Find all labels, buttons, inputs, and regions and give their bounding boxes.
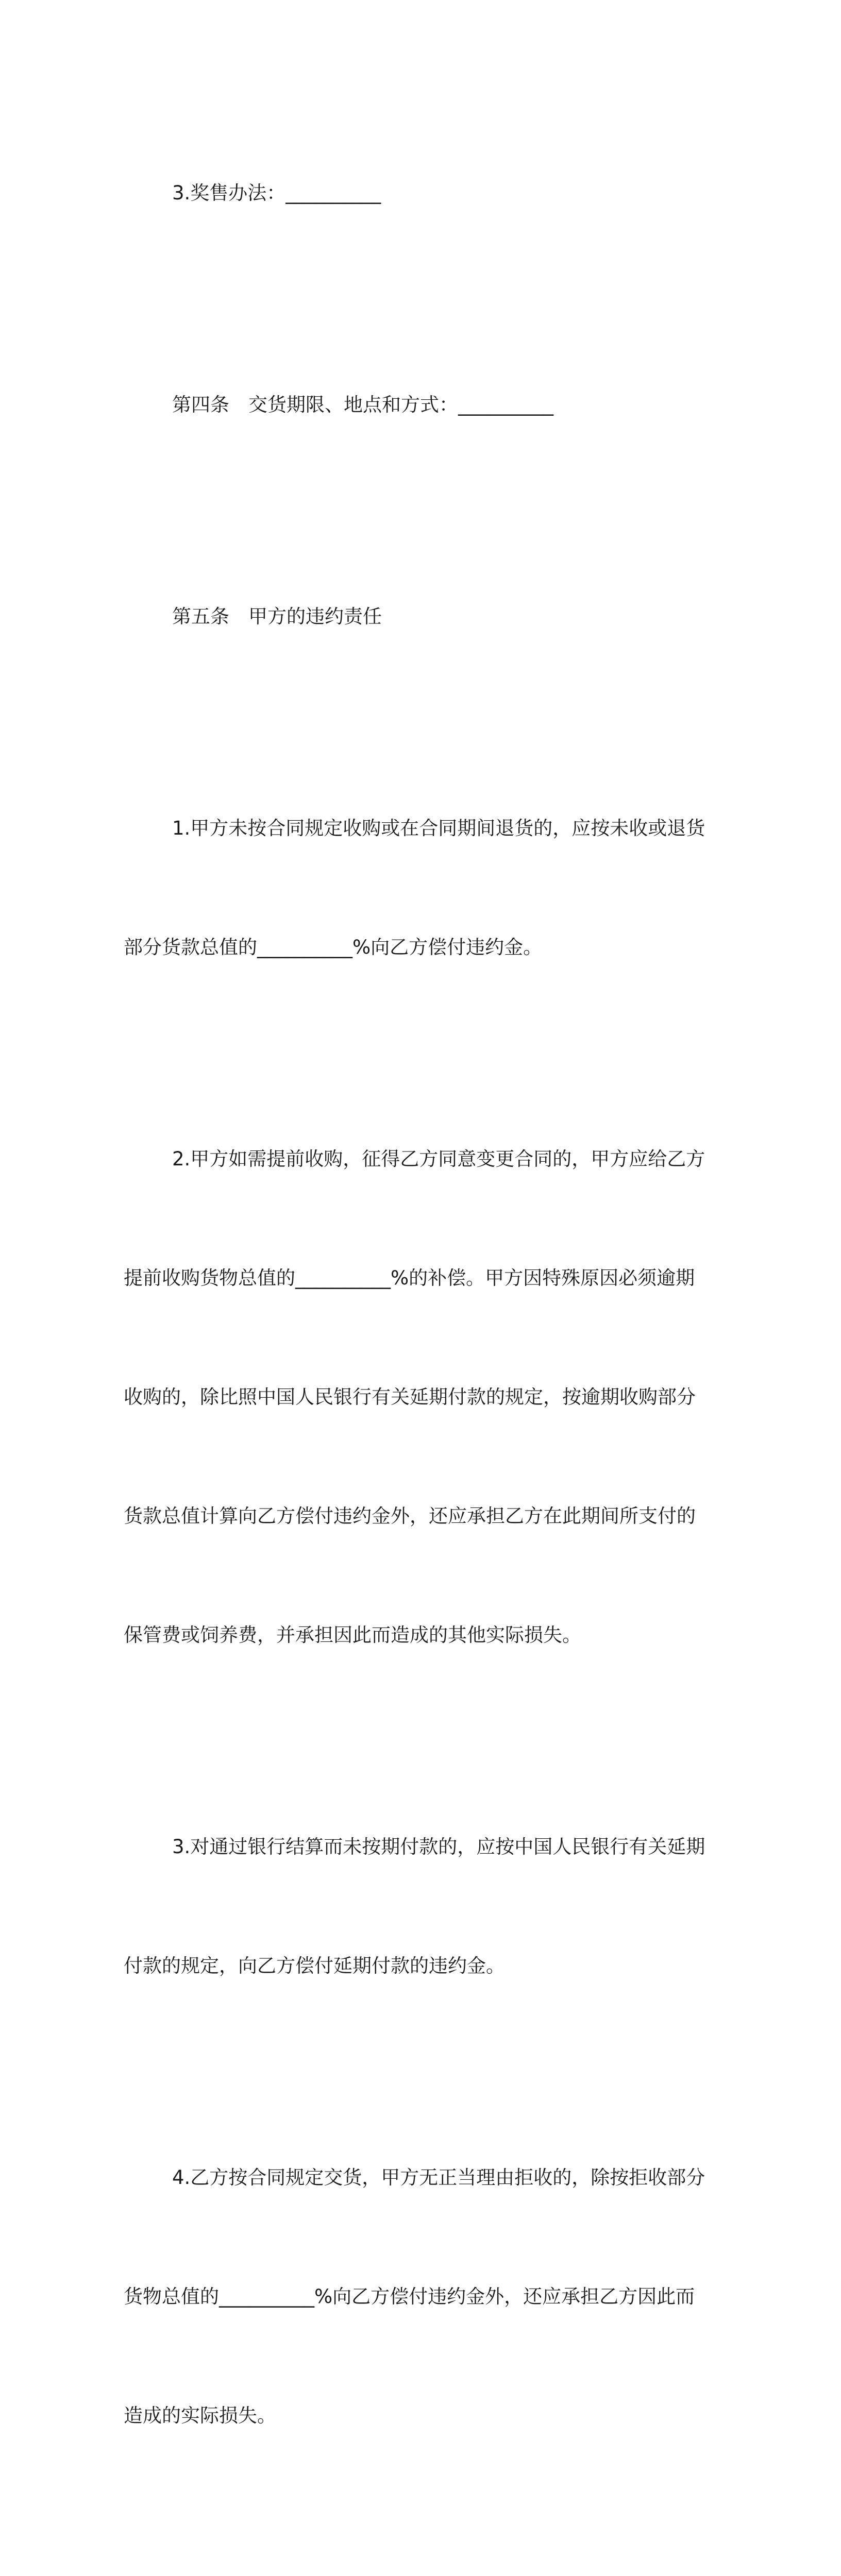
text-line: 收购的，除比照中国人民银行有关延期付款的规定，按逾期收购部分: [124, 1386, 696, 1408]
document-body: [124, 94, 716, 2576]
article-4-heading: [124, 306, 716, 504]
text-line: 1.甲方未按合同规定收购或在合同期间退货的，应按未收或退货: [172, 817, 705, 839]
text-line: 货物总值的__________%向乙方偿付违约金外，还应承担乙方因此而: [124, 2285, 695, 2308]
text-line: 4.乙方按合同规定交货，甲方无正当理由拒收的，除按拒收部分: [172, 2166, 705, 2189]
article-5-clause-4: [124, 2078, 716, 2515]
text-line: 提前收购货物总值的__________%的补偿。甲方因特殊原因必须逾期: [124, 1267, 695, 1289]
text-line: 保管费或饲养费，并承担因此而造成的其他实际损失。: [124, 1624, 581, 1646]
article-5-clause-2: [124, 1060, 716, 1734]
text-line: 造成的实际损失。: [124, 2404, 276, 2427]
text-line: 付款的规定，向乙方偿付延期付款的违约金。: [124, 1955, 505, 1977]
text-line: 第四条 交货期限、地点和方式：__________: [172, 394, 553, 416]
article-5-clause-3: [124, 1748, 716, 2065]
text-line: 2.甲方如需提前收购，征得乙方同意变更合同的，甲方应给乙方: [172, 1148, 705, 1170]
article-5-clause-1: [124, 729, 716, 1046]
text-line: 3.奖售办法：__________: [172, 182, 381, 204]
text-line: 3.对通过银行结算而未按期付款的，应按中国人民银行有关延期: [172, 1836, 705, 1858]
text-line: 货款总值计算向乙方偿付违约金外，还应承担乙方在此期间所支付的: [124, 1505, 696, 1527]
article-5-heading: [124, 517, 716, 716]
article-6-heading: [124, 2528, 716, 2576]
text-line: 部分货款总值的__________%向乙方偿付违约金。: [124, 936, 543, 958]
clause-3-sales-incentive: [124, 94, 716, 292]
text-line: 第五条 甲方的违约责任: [172, 605, 382, 628]
